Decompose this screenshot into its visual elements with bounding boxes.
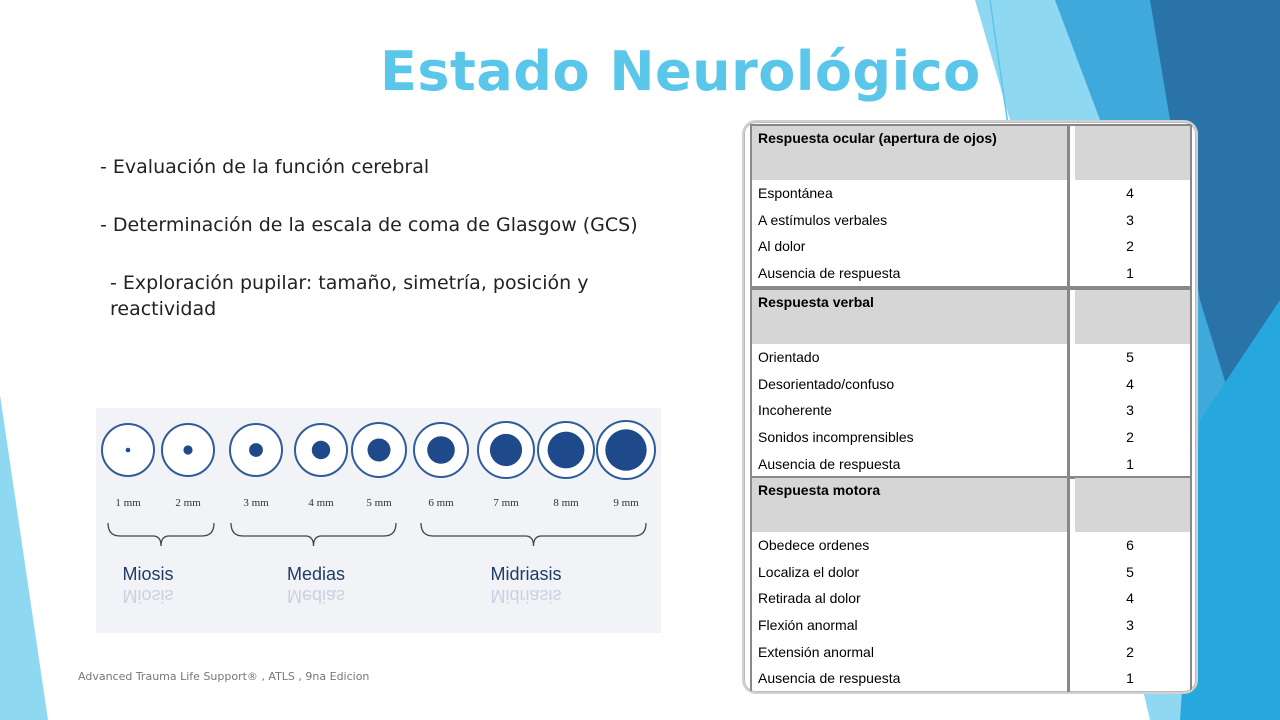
pupil-size-label: 6 mm <box>428 497 454 509</box>
gcs-row <box>752 344 1190 371</box>
gcs-row-score: 1 <box>1126 265 1134 282</box>
group-brace <box>231 523 396 546</box>
gcs-row-label: Ausencia de respuesta <box>752 260 1070 287</box>
pupil-group-reflection: Miosis <box>122 586 174 606</box>
gcs-section-title: Respuesta ocular (apertura de ojos) <box>752 126 1070 180</box>
gcs-row-label: Orientado <box>752 344 1070 371</box>
gcs-row <box>752 665 1190 692</box>
gcs-row <box>752 397 1190 424</box>
pupil-dot <box>312 441 330 459</box>
pupil-dot <box>427 436 455 464</box>
gcs-row-score: 5 <box>1126 563 1134 580</box>
footer-citation: Advanced Trauma Life Support® , ATLS , 9na Edicion <box>78 670 370 683</box>
gcs-row-score: 2 <box>1126 429 1134 446</box>
pupil-dot <box>249 443 263 457</box>
pupil-dot <box>490 434 522 466</box>
gcs-section <box>750 476 1192 694</box>
pupil-dot <box>368 439 391 462</box>
pupil-size-label: 4 mm <box>308 497 334 509</box>
gcs-row-label: Obedece ordenes <box>752 532 1070 559</box>
gcs-row-label: Extensión anormal <box>752 638 1070 665</box>
pupil-dot <box>126 448 131 453</box>
gcs-row <box>752 612 1190 639</box>
pupil-group-reflection: Medias <box>286 586 346 606</box>
pupil-size-label: 9 mm <box>613 497 639 509</box>
bullet-item: - Exploración pupilar: tamaño, simetría, posición y reactividad <box>110 272 589 320</box>
gcs-row-score: 3 <box>1126 617 1134 634</box>
gcs-row-score: 3 <box>1126 211 1134 228</box>
gcs-row <box>752 532 1190 559</box>
gcs-row-score: 4 <box>1126 590 1134 607</box>
group-brace <box>421 523 646 546</box>
gcs-row <box>752 233 1190 260</box>
gcs-row-label: Desorientado/confuso <box>752 371 1070 398</box>
gcs-row <box>752 585 1190 612</box>
gcs-header-cell <box>1075 126 1190 180</box>
gcs-section-header <box>752 478 1190 532</box>
pupil-size-chart <box>96 408 661 633</box>
gcs-row-label: Flexión anormal <box>752 612 1070 639</box>
gcs-row-score: 1 <box>1126 670 1134 687</box>
gcs-row-label: Sonidos incomprensibles <box>752 424 1070 451</box>
gcs-row-score: 5 <box>1126 349 1134 366</box>
gcs-row-label: Ausencia de respuesta <box>752 665 1070 692</box>
pupil-group-reflection: Midriasis <box>490 586 562 606</box>
pupil-size-label: 8 mm <box>553 497 579 509</box>
pupil-group-label: Miosis <box>122 564 174 584</box>
gcs-row <box>752 424 1190 451</box>
gcs-row-score: 6 <box>1126 537 1134 554</box>
bullet-item: - Evaluación de la función cerebral <box>100 156 430 178</box>
gcs-row <box>752 207 1190 234</box>
pupil-group-label: Medias <box>286 564 346 584</box>
gcs-row-label: Localiza el dolor <box>752 559 1070 586</box>
pupil-size-label: 2 mm <box>175 497 201 509</box>
gcs-header-cell <box>1075 290 1190 344</box>
glasgow-scale-table <box>742 120 1198 694</box>
gcs-section <box>750 288 1192 479</box>
pupil-dot <box>605 429 646 470</box>
left-accent-shape <box>0 395 48 720</box>
gcs-header-cell <box>1075 478 1190 532</box>
gcs-row <box>752 260 1190 287</box>
pupil-size-label: 7 mm <box>493 497 519 509</box>
gcs-row-label: Retirada al dolor <box>752 585 1070 612</box>
pupil-size-label: 1 mm <box>115 497 141 509</box>
gcs-section-header <box>752 290 1190 344</box>
gcs-row-score: 1 <box>1126 455 1134 472</box>
group-brace <box>108 523 214 546</box>
gcs-row-label: Ausencia de respuesta <box>752 450 1070 477</box>
gcs-row-label: Al dolor <box>752 233 1070 260</box>
gcs-row-label: Espontánea <box>752 180 1070 207</box>
pupil-size-label: 3 mm <box>243 497 269 509</box>
pupil-dot <box>183 445 192 454</box>
bullet-item: - Determinación de la escala de coma de Glasgow (GCS) <box>100 214 638 236</box>
pupil-group-label: Midriasis <box>490 564 562 584</box>
gcs-row <box>752 638 1190 665</box>
gcs-row <box>752 371 1190 398</box>
gcs-row <box>752 180 1190 207</box>
gcs-row-score: 2 <box>1126 643 1134 660</box>
gcs-section-title: Respuesta verbal <box>752 290 1070 344</box>
gcs-section-header <box>752 126 1190 180</box>
pupil-dot <box>548 432 585 469</box>
pupil-size-label: 5 mm <box>366 497 392 509</box>
gcs-row-score: 4 <box>1126 185 1134 202</box>
gcs-row <box>752 450 1190 477</box>
pupil-diagram <box>96 408 661 633</box>
gcs-row-label: A estímulos verbales <box>752 207 1070 234</box>
gcs-section-title: Respuesta motora <box>752 478 1070 532</box>
gcs-row-score: 3 <box>1126 402 1134 419</box>
gcs-row-score: 2 <box>1126 238 1134 255</box>
gcs-section <box>750 124 1192 288</box>
gcs-row-score: 4 <box>1126 375 1134 392</box>
slide-title: Estado Neurológico <box>380 40 981 103</box>
gcs-row <box>752 559 1190 586</box>
gcs-row-label: Incoherente <box>752 397 1070 424</box>
